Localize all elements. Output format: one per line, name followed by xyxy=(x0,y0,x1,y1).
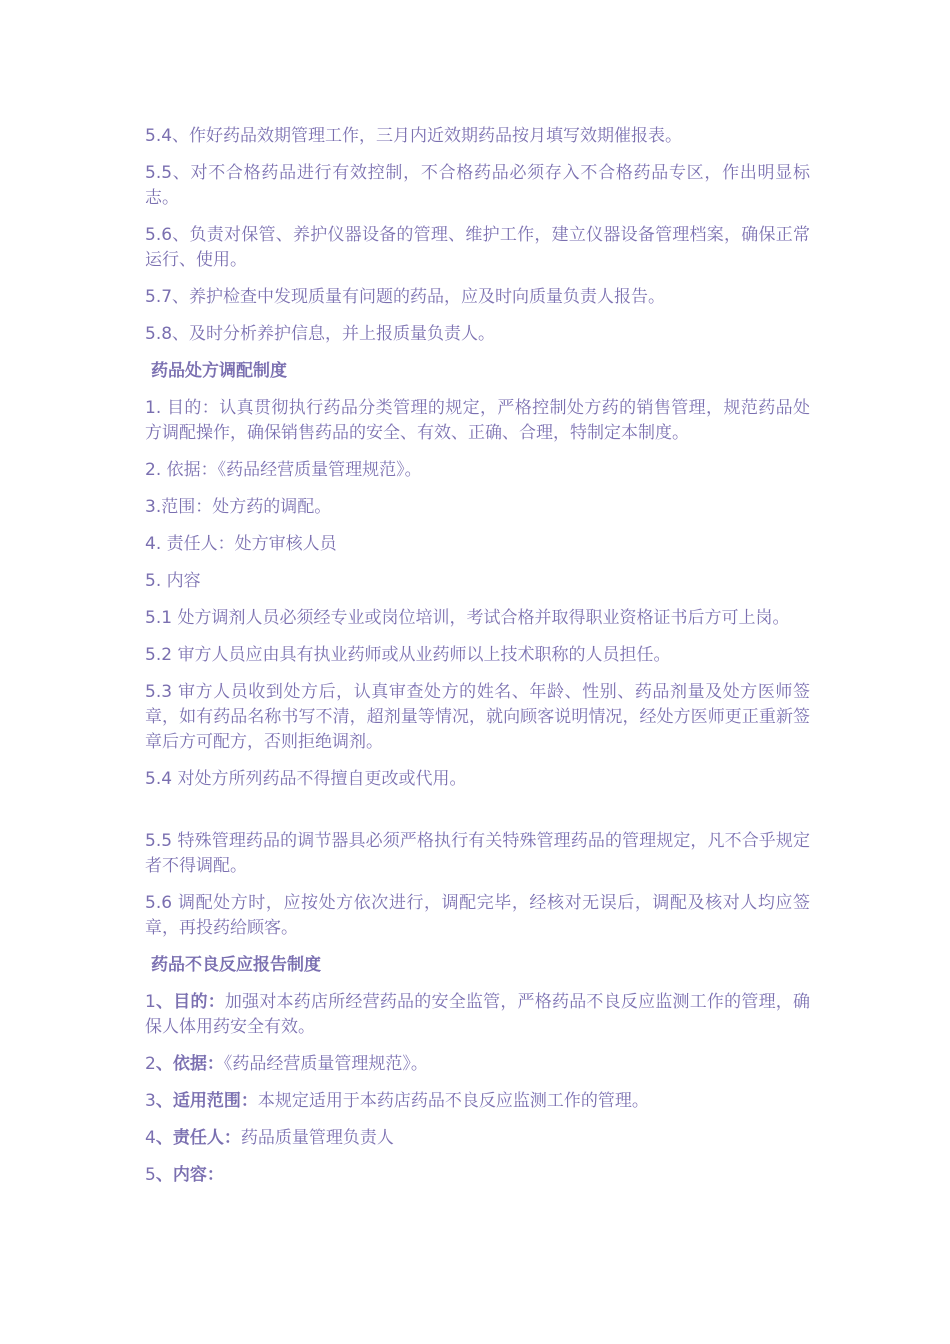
paragraph-content-c: 5、内容： xyxy=(145,1165,224,1185)
paragraph-5-3-b: 5.3 审方人员收到处方后，认真审查处方的姓名、年龄、性别、药品剂量及处方医师签章，如有药品名称书写不清，超剂量等情况，就向顾客说明情况，经处方医师更正重新签章后方可配方，否则拒绝调剂。 xyxy=(145,682,810,752)
paragraph-5-1-b: 5.1 处方调剂人员必须经专业或岗位培训，考试合格并取得职业资格证书后方可上岗。 xyxy=(145,608,790,628)
paragraph-5-4-a: 5.4、作好药品效期管理工作，三月内近效期药品按月填写效期催报表。 xyxy=(145,126,683,146)
paragraph-basis-b: 2. 依据：《药品经营质量管理规范》。 xyxy=(145,460,422,480)
paragraph-scope-c: 3、适用范围：本规定适用于本药店药品不良反应监测工作的管理。 xyxy=(145,1091,649,1111)
paragraph-5-4-b: 5.4 对处方所列药品不得擅自更改或代用。 xyxy=(145,769,467,789)
blank-line xyxy=(145,804,810,829)
paragraph-5-2-b: 5.2 审方人员应由具有执业药师或从业药师以上技术职称的人员担任。 xyxy=(145,645,671,665)
document-page xyxy=(145,124,810,1200)
heading-adverse-reaction-policy: 药品不良反应报告制度 xyxy=(151,955,321,975)
paragraph-purpose-b: 1. 目的：认真贯彻执行药品分类管理的规定，严格控制处方药的销售管理，规范药品处方调配操作，确保销售药品的安全、有效、正确、合理，特制定本制度。 xyxy=(145,398,810,443)
paragraph-5-7-a: 5.7、养护检查中发现质量有问题的药品，应及时向质量负责人报告。 xyxy=(145,287,666,307)
paragraph-5-8-a: 5.8、及时分析养护信息，并上报质量负责人。 xyxy=(145,324,496,344)
paragraph-responsible-c: 4、责任人：药品质量管理负责人 xyxy=(145,1128,394,1148)
paragraph-5-6-b: 5.6 调配处方时，应按处方依次进行，调配完毕，经核对无误后，调配及核对人均应签章，再投药给顾客。 xyxy=(145,893,810,938)
paragraph-scope-b: 3.范围：处方药的调配。 xyxy=(145,497,332,517)
paragraph-5-6-a: 5.6、负责对保管、养护仪器设备的管理、维护工作，建立仪器设备管理档案，确保正常运行、使用。 xyxy=(145,225,810,270)
paragraph-basis-c: 2、依据：《药品经营质量管理规范》。 xyxy=(145,1054,428,1074)
paragraph-content-b: 5. 内容 xyxy=(145,571,201,591)
paragraph-5-5-a: 5.5、对不合格药品进行有效控制，不合格药品必须存入不合格药品专区，作出明显标志。 xyxy=(145,163,810,208)
paragraph-responsible-b: 4. 责任人：处方审核人员 xyxy=(145,534,337,554)
heading-prescription-policy: 药品处方调配制度 xyxy=(151,361,287,381)
paragraph-purpose-c: 1、目的：加强对本药店所经营药品的安全监管，严格药品不良反应监测工作的管理，确保人体用药安全有效。 xyxy=(145,992,811,1037)
paragraph-5-5-b: 5.5 特殊管理药品的调节器具必须严格执行有关特殊管理药品的管理规定，凡不合乎规定者不得调配。 xyxy=(145,831,810,876)
